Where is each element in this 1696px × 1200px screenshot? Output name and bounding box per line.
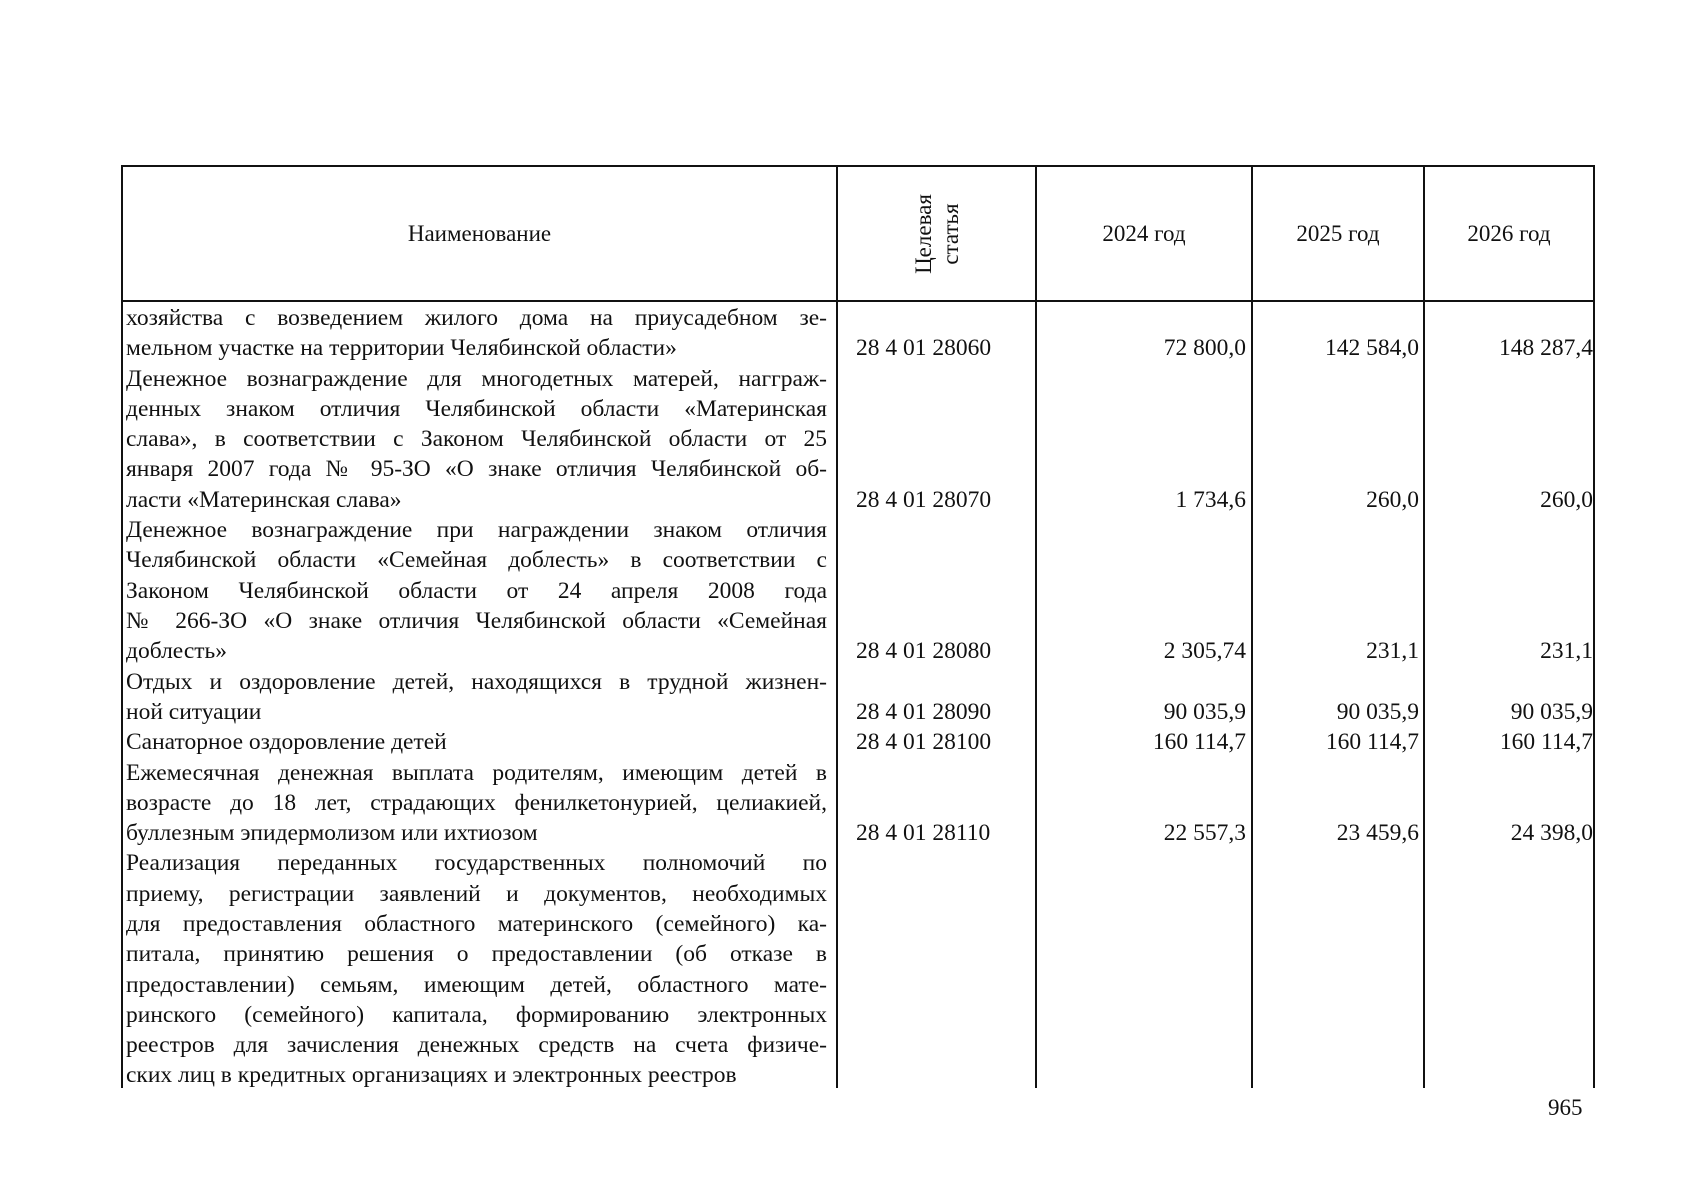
row-name-line: Отдых и оздоровление детей, находящихся в трудной жизнен- <box>126 668 827 695</box>
row-name-line: ских лиц в кредитных организациях и электронных реестров <box>126 1062 737 1089</box>
row-value-2024: 72 800,0 <box>1163 335 1246 362</box>
row-value-2026: 231,1 <box>1540 638 1593 665</box>
row-name-line: для предоставления областного материнского (семейного) ка- <box>126 910 827 937</box>
row-name <box>126 727 827 757</box>
row-name-line: ласти «Материнская слава» <box>126 486 402 513</box>
table-row <box>121 364 1595 516</box>
header-target-article <box>838 167 1035 300</box>
row-name <box>126 303 827 364</box>
table-header-border <box>121 300 1595 302</box>
row-name-line: № 266-ЗО «О знаке отличия Челябинской области «Семейная <box>126 607 827 634</box>
row-name-line: Реализация переданных государственных полномочий по <box>126 850 827 877</box>
row-name <box>126 848 827 1090</box>
row-value-2025: 90 035,9 <box>1336 698 1419 725</box>
header-2025-label: 2025 год <box>1296 220 1380 246</box>
row-value-2026: 148 287,4 <box>1499 335 1593 362</box>
row-name-line: Санаторное оздоровление детей <box>126 729 447 756</box>
header-2025 <box>1253 167 1423 300</box>
row-value-2024: 22 557,3 <box>1163 820 1246 847</box>
row-value-2025: 23 459,6 <box>1336 820 1419 847</box>
row-value-2024: 160 114,7 <box>1152 729 1246 756</box>
budget-table <box>121 165 1595 1088</box>
row-name-line: питала, принятию решения о предоставлении (об отказе в <box>126 941 827 968</box>
row-target-article: 28 4 01 28100 <box>856 729 992 756</box>
row-name <box>126 515 827 666</box>
row-name-line: доблесть» <box>126 638 227 665</box>
row-value-2025: 231,1 <box>1366 638 1419 665</box>
row-name-line: ной ситуации <box>126 698 262 725</box>
row-target-article: 28 4 01 28080 <box>856 638 992 665</box>
row-name-line: предоставлении) семьям, имеющим детей, областного мате- <box>126 971 827 998</box>
header-target-article-label <box>909 194 963 274</box>
row-name-line: Денежное вознаграждение для многодетных матерей, нагграж- <box>126 365 827 392</box>
row-name-line: Денежное вознаграждение при награждении знаком отличия <box>126 517 827 544</box>
header-2024 <box>1037 167 1251 300</box>
row-name-line: приему, регистрации заявлений и документов, необходимых <box>126 880 827 907</box>
row-name-line: реестров для зачисления денежных средств на счета физиче- <box>126 1032 827 1059</box>
row-name <box>126 364 827 515</box>
header-target-article-word: Целевая <box>910 193 936 274</box>
page-number: 965 <box>1548 1095 1583 1120</box>
row-target-article: 28 4 01 28060 <box>856 335 992 362</box>
row-value-2025: 142 584,0 <box>1325 335 1419 362</box>
table-row <box>121 515 1595 667</box>
header-2026-label: 2026 год <box>1467 220 1551 246</box>
row-name-line: хозяйства с возведением жилого дома на приусадебном зе- <box>126 305 827 331</box>
header-name <box>123 167 836 300</box>
row-value-2025: 160 114,7 <box>1325 729 1419 756</box>
row-name-line: января 2007 года № 95-ЗО «О знаке отличия Челябинской об- <box>126 456 827 483</box>
row-name-line: Ежемесячная денежная выплата родителям, имеющим детей в <box>126 759 827 786</box>
row-name <box>126 667 827 728</box>
row-target-article: 28 4 01 28070 <box>856 486 992 513</box>
header-target-article-word: статья <box>937 202 963 265</box>
row-name-line: буллезным эпидермолизом или ихтиозом <box>126 820 538 847</box>
row-value-2024: 1 734,6 <box>1175 486 1246 513</box>
header-2024-label: 2024 год <box>1102 220 1186 246</box>
row-value-2025: 260,0 <box>1366 486 1419 513</box>
row-value-2026: 160 114,7 <box>1499 729 1593 756</box>
row-value-2026: 24 398,0 <box>1510 820 1593 847</box>
row-name-line: слава», в соответствии с Законом Челябинской области от 25 <box>126 426 827 453</box>
table-row <box>121 758 1595 849</box>
header-name-label: Наименование <box>407 220 552 246</box>
row-target-article: 28 4 01 28110 <box>856 820 991 847</box>
row-target-article: 28 4 01 28090 <box>856 698 992 725</box>
row-name-line: мельном участке на территории Челябинской области» <box>126 335 677 362</box>
table-row <box>121 727 1595 757</box>
row-name-line: Законом Челябинской области от 24 апреля 2008 года <box>126 577 827 604</box>
row-value-2026: 260,0 <box>1540 486 1593 513</box>
table-row <box>121 848 1595 1090</box>
row-value-2024: 90 035,9 <box>1163 698 1246 725</box>
table-row <box>121 303 1595 364</box>
header-2026 <box>1425 167 1593 300</box>
row-value-2024: 2 305,74 <box>1163 638 1246 665</box>
row-name-line: Челябинской области «Семейная доблесть» в соответствии с <box>126 547 827 574</box>
table-row <box>121 667 1595 728</box>
row-name-line: возрасте до 18 лет, страдающих фенилкетонурией, целиакией, <box>126 789 827 816</box>
header-target-article-text <box>909 194 963 274</box>
row-name-line: денных знаком отличия Челябинской области «Материнская <box>126 395 827 422</box>
row-value-2026: 90 035,9 <box>1510 698 1593 725</box>
row-name-line: ринского (семейного) капитала, формированию электронных <box>126 1001 827 1028</box>
row-name <box>126 758 827 849</box>
